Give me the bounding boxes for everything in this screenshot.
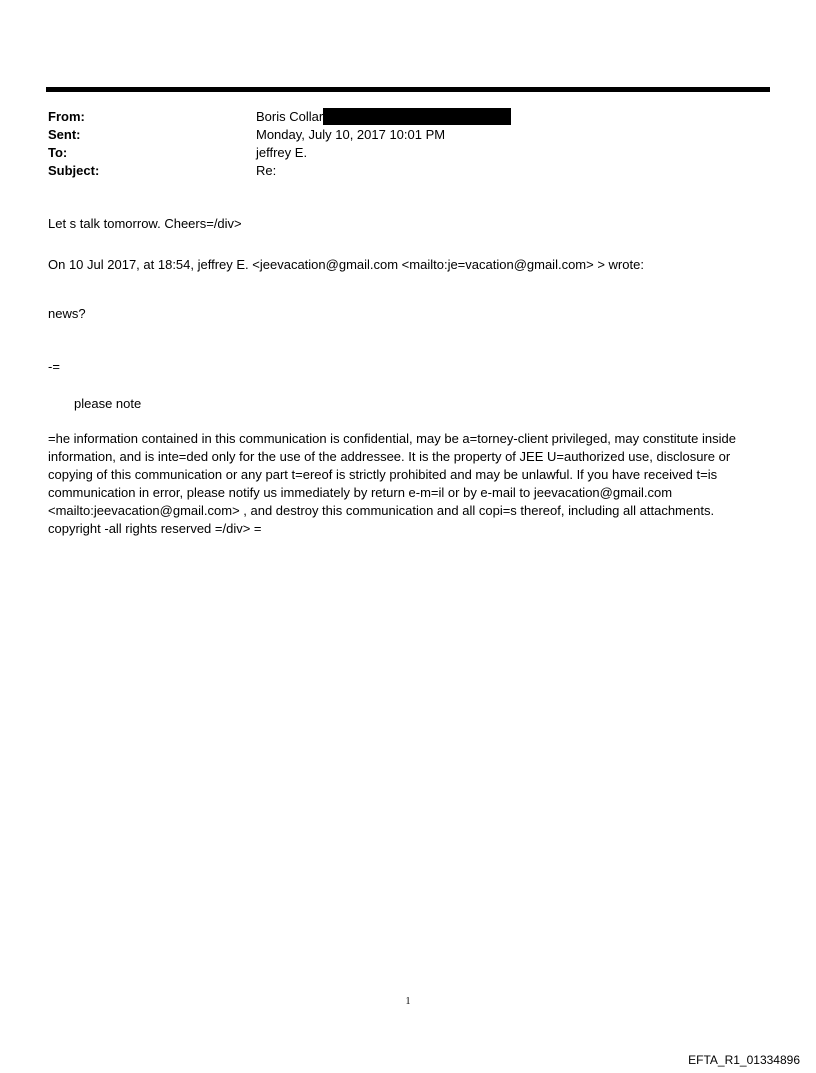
email-header bbox=[48, 108, 768, 180]
to-label: To: bbox=[48, 145, 68, 160]
quoted-message: news? bbox=[48, 306, 86, 321]
confidentiality-disclaimer: =he information contained in this communication is confidential, may be a=torney-client privileged, may constitute inside information, and is inte=ded only for the use of the addressee. It is the property of JEE U=authorized use, disclosure or copying of this communication or any part t=ereof is strictly prohibited and may be unlawful. If you have received t=is communication in error, please notify us immediately by return e-m=il or by e-mail to jeevacation@gmail.com <mailto:jeevacation@gmail.com> , and destroy this communication and all copi=s thereof, including all attachments. copyright -all rights reserved =/div> = bbox=[48, 431, 736, 536]
subject-value: Re: bbox=[256, 163, 277, 178]
from-name: Boris Collar bbox=[256, 109, 324, 124]
document-id: EFTA_R1_01334896 bbox=[688, 1053, 800, 1067]
subject-row bbox=[48, 162, 768, 180]
from-row bbox=[48, 108, 768, 126]
page-number: 1 bbox=[405, 996, 411, 1007]
to-value: jeffrey E. bbox=[256, 145, 308, 160]
sent-row bbox=[48, 126, 768, 144]
top-divider bbox=[46, 87, 770, 92]
please-note-heading: please note bbox=[74, 396, 142, 411]
from-label: From: bbox=[48, 109, 85, 124]
separator-text: -= bbox=[48, 359, 60, 374]
redaction-box bbox=[323, 108, 511, 125]
sent-value: Monday, July 10, 2017 10:01 PM bbox=[256, 127, 446, 142]
sent-label: Sent: bbox=[48, 127, 81, 142]
quote-attribution: On 10 Jul 2017, at 18:54, jeffrey E. <jeevacation@gmail.com <mailto:je=vacation@gmail.com> > wrote: bbox=[48, 257, 644, 272]
to-row bbox=[48, 144, 768, 162]
from-value bbox=[256, 108, 768, 126]
subject-label: Subject: bbox=[48, 163, 100, 178]
reply-line: Let s talk tomorrow. Cheers=/div> bbox=[48, 216, 242, 231]
